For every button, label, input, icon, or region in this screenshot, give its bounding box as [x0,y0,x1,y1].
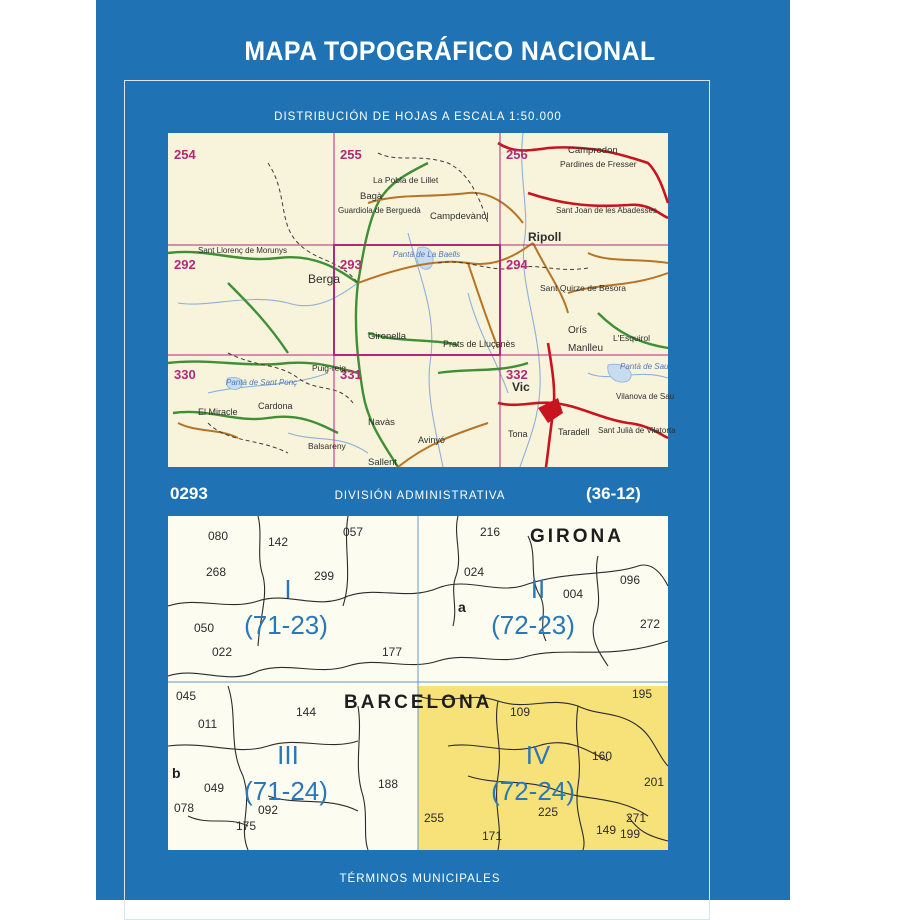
province-label-barcelona: BARCELONA [344,692,493,713]
municipality-code: 144 [296,705,317,719]
topographic-sheet-map[interactable] [168,133,676,468]
municipality-code: 271 [626,811,647,825]
place-label: Camprodon [568,145,618,156]
place-label: Sallent [368,457,398,468]
place-label: La Pobla de Lillet [373,175,439,185]
municipality-code: 175 [236,819,257,833]
municipality-code: 216 [480,525,501,539]
place-label: Vic [512,380,530,394]
municipal-terms-caption: TÉRMINOS MUNICIPALES [339,873,501,885]
place-label: Prats de Lluçanès [443,339,516,349]
place-label: Sant Quirze de Besora [540,283,626,293]
place-label: Ripoll [528,230,562,244]
municipality-code: 199 [620,827,641,841]
sheet-number[interactable]: 255 [340,147,362,162]
municipality-code: 011 [198,717,218,731]
sheet-number[interactable]: 294 [506,257,528,272]
municipality-code: 078 [174,801,195,815]
place-label: Pantà de La Baells [393,250,461,259]
municipality-code: 080 [208,529,229,543]
municipality-code: 045 [176,689,197,703]
sheet-code: 0293 [170,484,208,503]
enclave-marker: b [172,765,181,781]
place-label: Avinyó [418,435,445,445]
municipality-code: 171 [482,829,503,843]
municipality-code: 225 [538,805,559,819]
enclave-marker: a [458,599,466,615]
municipality-code: 188 [378,777,399,791]
municipality-code: 109 [510,705,531,719]
sheet-number[interactable]: 331 [340,367,362,382]
quadrant-roman: I [284,574,292,604]
municipality-code: 057 [343,525,364,539]
place-label: Manlleu [568,343,604,354]
municipality-code: 024 [464,565,485,579]
quadrant-ref: (72-23) [491,610,575,640]
sheet-number[interactable]: 292 [174,257,196,272]
place-label: Puig-reig [312,363,347,373]
admin-caption: DIVISIÓN ADMINISTRATIVA [334,490,506,502]
place-label: Sant Joan de les Abadesses [556,206,657,215]
place-label: Tona [508,429,528,439]
municipality-code: 050 [194,621,215,635]
province-label-girona: GIRONA [530,526,624,547]
quadrant-roman: III [277,740,299,770]
place-label: Berga [308,272,341,286]
distribution-caption: DISTRIBUCIÓN DE HOJAS A ESCALA 1:50.000 [274,111,562,123]
place-label: Balsareny [308,441,346,451]
municipality-code: 272 [640,617,661,631]
place-label: Guardiola de Berguedà [338,206,421,215]
place-label: Sant Julià de Vilatorta [598,426,676,435]
municipality-code: 299 [314,569,335,583]
place-label: Gironella [368,331,407,342]
municipality-code: 201 [644,775,665,789]
place-label: Cardona [258,401,293,411]
municipality-code: 195 [632,687,653,701]
place-label: Taradell [558,427,590,437]
municipality-code: 092 [258,803,279,817]
administrative-division-map[interactable] [168,516,668,850]
municipality-code: 149 [596,823,617,837]
municipality-code: 022 [212,645,233,659]
place-label: Campdevànol [430,211,489,222]
quadrant-roman: II [530,574,546,604]
quadrant-roman: IV [525,740,551,770]
place-label: Navàs [368,417,395,428]
quadrant-ref: (71-23) [244,610,328,640]
municipality-code: 096 [620,573,641,587]
municipality-code: 004 [563,587,584,601]
municipality-code: 142 [268,535,289,549]
sheet-number[interactable]: 332 [506,367,528,382]
municipality-code: 177 [382,645,403,659]
sheet-number[interactable]: 330 [174,367,196,382]
place-label: Sant Llorenç de Morunys [198,246,287,255]
place-label: El Miracle [198,407,238,417]
sheet-number[interactable]: 254 [174,147,196,162]
sheet-number[interactable]: 256 [506,147,528,162]
municipality-code: 268 [206,565,227,579]
sheet-number[interactable]: 293 [340,257,362,272]
page-title: MAPA TOPOGRÁFICO NACIONAL [244,36,656,66]
quadrant-ref: (71-24) [244,776,328,806]
grid-reference: (36-12) [586,484,641,503]
municipality-code: 160 [592,749,613,763]
quadrant-ref: (72-24) [491,776,575,806]
municipality-code: 049 [204,781,225,795]
place-label: Bagà [360,191,383,202]
municipality-code: 255 [424,811,445,825]
place-label: L'Esquirol [613,333,651,343]
place-label: Pardines de Fresser [560,159,637,169]
place-label: Pantà de Sau [620,362,669,371]
place-label: Orís [568,325,587,336]
place-label: Pantà de Sant Ponç [226,378,298,387]
place-label: Vilanova de Sau [616,392,675,401]
